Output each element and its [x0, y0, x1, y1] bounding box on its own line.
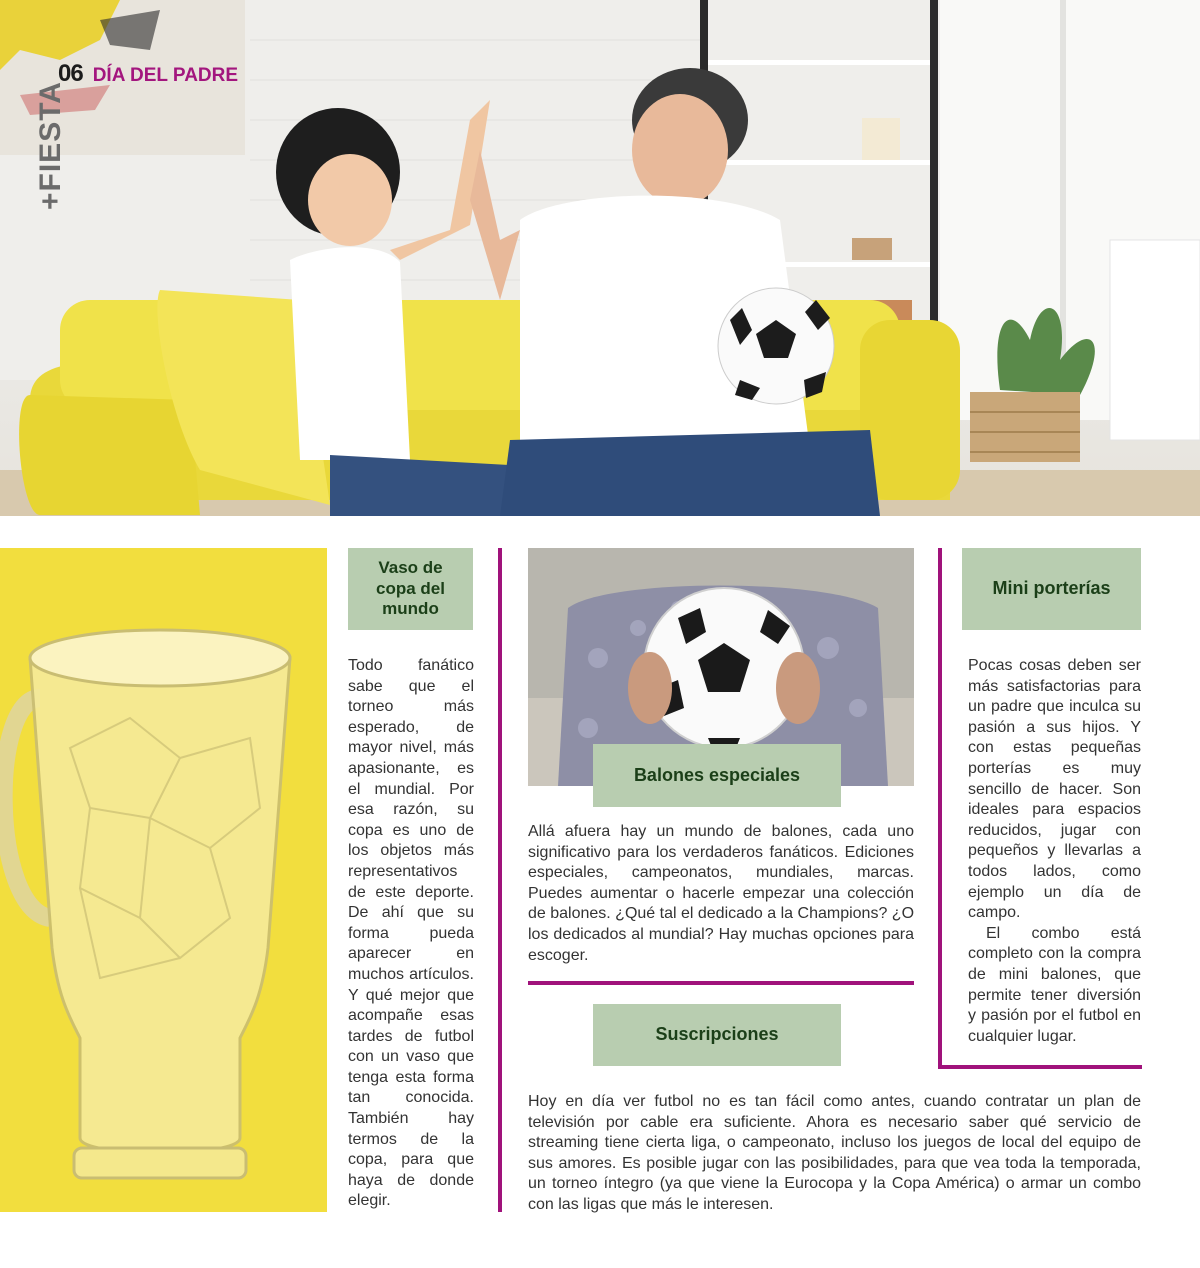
- hero-photo: [0, 0, 1200, 516]
- section-title: DÍA DEL PADRE: [92, 65, 239, 86]
- heading-vaso-text: Vaso de copa del mundo: [376, 558, 445, 619]
- divider-horizontal: [528, 981, 914, 985]
- glass-photo: [0, 548, 327, 1212]
- glass-illustration: [0, 548, 327, 1212]
- article-balones-body: Allá afuera hay un mundo de balones, cada uno significativo para los verdaderos fanáticos. Ediciones especiales, campeonatos, mundiales, marcas. Puedes aumentar o hacerle empezar una colección de balones. ¿Qué tal el dedicado a la Champions? ¿O los dedicados al mundial? Hay muchas opciones para escoger.: [528, 823, 915, 964]
- heading-porterias-text: Mini porterías: [992, 578, 1111, 599]
- heading-suscripciones-text: Suscripciones: [655, 1024, 779, 1045]
- brand-logo: +FIESTA: [34, 81, 67, 210]
- heading-suscripciones: [593, 1004, 841, 1066]
- page-folio: [58, 60, 238, 88]
- porterias-paragraph-1: Pocas cosas deben ser más satisfactorias para un padre que inculca su pasión a sus hijos. Y con estas pequeñas porterías es muy sencillo de hacer. Son ideales para espacios reducidos, jugar con pequeños y llevarlas a todos lados, como ejemplo un día de campo.: [968, 657, 1141, 922]
- column-divider-left: [498, 548, 502, 1212]
- article-suscripciones-body: Hoy en día ver futbol no es tan fácil como antes, cuando contratar un plan de televisión por cable era suficiente. Ahora es necesario saber qué servicio de streaming tiene cierta liga, o campeonato, incluso los juegos de local del equipo de sus amores. Es posible jugar con las posibilidades, para que vea toda la temporada, un torneo íntegro (ya que viene la Eurocopa y la Copa América) o armar un combo con las ligas que más le interesen.: [528, 1093, 1141, 1213]
- article-vaso-body: Todo fanático sabe que el torneo más esperado, de mayor nivel, más apasionante, es el mundial. Por esa razón, su copa es uno de los objetos más representativos de este deporte. De ahí que su forma pueda aparecer en muchos artículos. Y qué mejor que acompañe esas tardes de futbol con un vaso que tenga esta forma tan conocida. También hay termos de la copa, para que haya de donde elegir.: [348, 657, 474, 1210]
- porterias-paragraph-2: El combo está completo con la compra de mini balones, que permite tener diversión y pasión por el futbol en cualquier lugar.: [968, 924, 1141, 1045]
- article-porterias-body: [968, 656, 1141, 1047]
- heading-vaso: [348, 548, 473, 630]
- divider-porterias-bottom: [938, 1065, 1142, 1069]
- column-divider-right: [938, 548, 942, 1069]
- heading-balones: [593, 744, 841, 807]
- heading-porterias: [962, 548, 1141, 630]
- heading-balones-text: Balones especiales: [633, 764, 801, 785]
- page-number: 06: [58, 60, 83, 87]
